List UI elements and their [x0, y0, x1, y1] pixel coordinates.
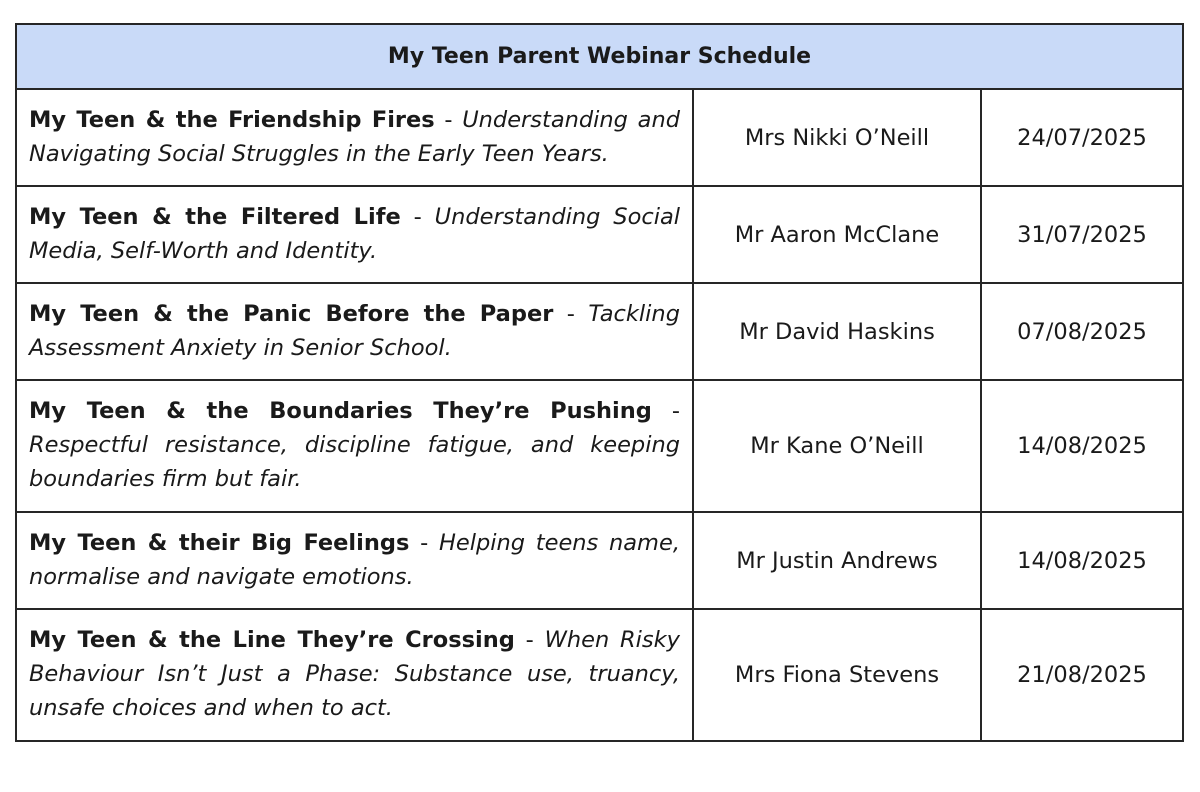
table-row — [16, 609, 1183, 741]
webinar-schedule-table — [15, 23, 1184, 742]
topic-cell — [16, 512, 693, 609]
topic-separator: - — [651, 398, 680, 424]
presenter-cell: Mr Aaron McClane — [693, 186, 981, 283]
table-row — [16, 283, 1183, 380]
topic-name: My Teen & the Line They’re Crossing — [29, 627, 515, 653]
table-row — [16, 89, 1183, 186]
date-cell: 14/08/2025 — [981, 380, 1183, 512]
topic-separator: - — [400, 203, 435, 230]
topic-description: When Risky Behaviour Isn’t Just a Phase: Substance use, truancy, unsafe choices and when to act. — [29, 627, 680, 721]
topic-description: Respectful resistance, discipline fatigue, and keeping boundaries firm but fair. — [29, 432, 680, 492]
topic-description: Understanding and Navigating Social Struggles in the Early Teen Years. — [29, 106, 680, 167]
presenter-cell: Mrs Fiona Stevens — [693, 609, 981, 741]
presenter-cell: Mrs Nikki O’Neill — [693, 89, 981, 186]
date-cell: 14/08/2025 — [981, 512, 1183, 609]
date-cell: 24/07/2025 — [981, 89, 1183, 186]
presenter-cell: Mr Kane O’Neill — [693, 380, 981, 512]
topic-description: Understanding Social Media, Self-Worth and Identity. — [29, 203, 680, 264]
presenter-cell: Mr Justin Andrews — [693, 512, 981, 609]
topic-name: My Teen & the Boundaries They’re Pushing — [29, 398, 652, 424]
topic-description: Tackling Assessment Anxiety in Senior School. — [29, 300, 680, 361]
table-title: My Teen Parent Webinar Schedule — [16, 24, 1183, 89]
topic-cell — [16, 609, 693, 741]
presenter-cell: Mr David Haskins — [693, 283, 981, 380]
date-cell: 31/07/2025 — [981, 186, 1183, 283]
topic-separator: - — [553, 300, 589, 327]
topic-name: My Teen & their Big Feelings — [29, 529, 410, 556]
date-cell: 21/08/2025 — [981, 609, 1183, 741]
topic-separator: - — [434, 106, 463, 133]
topic-separator: - — [514, 627, 545, 653]
topic-cell — [16, 186, 693, 283]
table-row — [16, 512, 1183, 609]
topic-name: My Teen & the Panic Before the Paper — [29, 300, 554, 327]
table-row — [16, 186, 1183, 283]
topic-cell — [16, 380, 693, 512]
topic-description: Helping teens name, normalise and navigate emotions. — [29, 529, 680, 590]
topic-cell — [16, 283, 693, 380]
date-cell: 07/08/2025 — [981, 283, 1183, 380]
topic-cell — [16, 89, 693, 186]
topic-name: My Teen & the Filtered Life — [29, 203, 401, 230]
table-header-row — [16, 24, 1183, 89]
table-row — [16, 380, 1183, 512]
topic-separator: - — [409, 529, 439, 556]
topic-name: My Teen & the Friendship Fires — [29, 106, 435, 133]
